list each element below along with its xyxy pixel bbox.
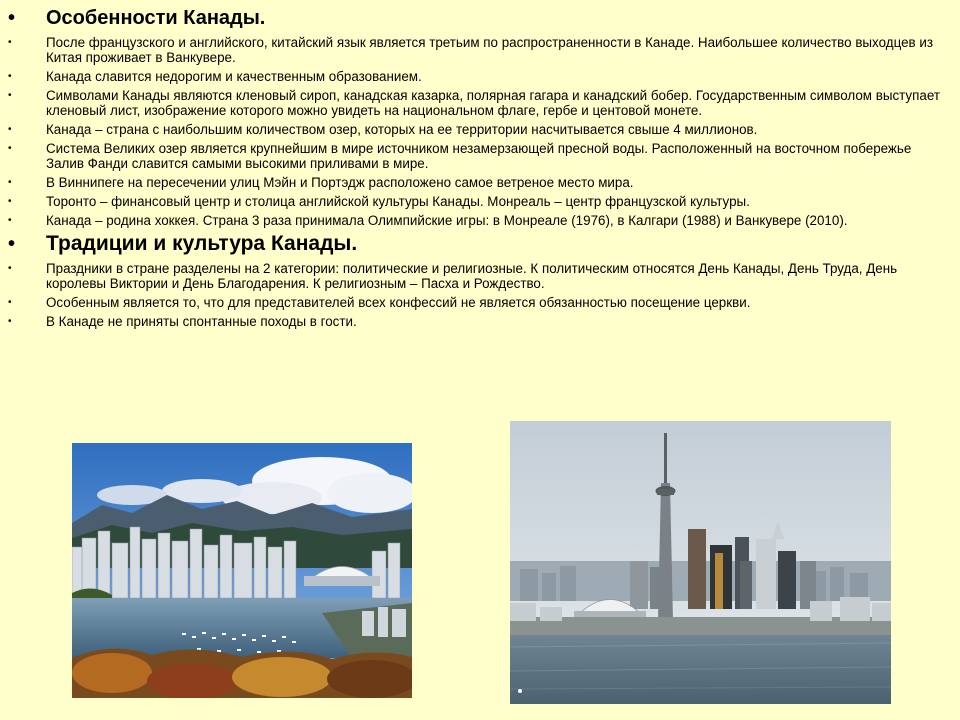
- bullet-dot: •: [8, 143, 12, 154]
- section-heading-traditions: [0, 232, 950, 256]
- toronto-photo: [510, 421, 891, 704]
- heading-text: Традиции и культура Канады.: [46, 232, 358, 255]
- vancouver-photo: [72, 443, 412, 698]
- bullet-dot: •: [8, 7, 16, 29]
- section-heading-features: [0, 6, 950, 30]
- list-item: [0, 295, 950, 310]
- item-text: Символами Канады являются кленовый сироп, канадская казарка, полярная гагара и канадский бобер. Государственным символом выступает кленовый лист, изображение которого можно увидеть на национальном флаге, гербе и центовой монете.: [46, 88, 940, 118]
- bullet-dot: •: [8, 316, 12, 327]
- list-item: [0, 314, 950, 329]
- item-text: Система Великих озер является крупнейшим в мире источником незамерзающей пресной воды. Расположенный на восточном побережье Залив Фанди славится самыми высокими приливами в мире.: [46, 141, 912, 171]
- list-item: [0, 122, 950, 137]
- bullet-dot: •: [8, 177, 12, 188]
- bullet-list: [0, 6, 950, 333]
- item-text: Канада – страна с наибольшим количеством озер, которых на ее территории насчитывается свыше 4 миллионов.: [46, 122, 758, 137]
- list-item: [0, 194, 950, 209]
- bullet-dot: •: [8, 37, 12, 48]
- bullet-dot: •: [8, 297, 12, 308]
- item-text: В Канаде не приняты спонтанные походы в гости.: [46, 314, 357, 329]
- bullet-dot: •: [8, 196, 12, 207]
- list-item: [0, 261, 950, 291]
- item-text: Канада славится недорогим и качественным образованием.: [46, 69, 422, 84]
- item-text: В Виннипеге на пересечении улиц Мэйн и Портэдж расположено самое ветреное место мира.: [46, 175, 634, 190]
- item-text: Праздники в стране разделены на 2 категории: политические и религиозные. К политическим относятся День Канады, День Труда, День королевы Виктории и День Благодарения. К религиозным – Пасха и Рождество.: [46, 261, 898, 291]
- list-item: [0, 88, 950, 118]
- list-item: [0, 141, 950, 171]
- bullet-dot: •: [8, 124, 12, 135]
- bullet-dot: •: [8, 263, 12, 274]
- item-text: Канада – родина хоккея. Страна 3 раза принимала Олимпийские игры: в Монреале (1976), в Калгари (1988) и Ванкувере (2010).: [46, 213, 848, 228]
- bullet-dot: •: [8, 233, 16, 255]
- item-text: Особенным является то, что для представителей всех конфессий не является обязанностью посещение церкви.: [46, 295, 751, 310]
- list-item: [0, 35, 950, 65]
- list-item: [0, 175, 950, 190]
- list-item: [0, 213, 950, 228]
- item-text: Торонто – финансовый центр и столица английской культуры Канады. Монреаль – центр французской культуры.: [46, 194, 750, 209]
- bullet-dot: •: [8, 90, 12, 101]
- heading-text: Особенности Канады.: [46, 7, 266, 29]
- list-item: [0, 69, 950, 84]
- bullet-dot: •: [8, 71, 12, 82]
- item-text: После французского и английского, китайский язык является третьим по распространенности в Канаде. Наибольшее количество выходцев из Китая проживает в Ванкувере.: [46, 35, 933, 65]
- bullet-dot: •: [8, 215, 12, 226]
